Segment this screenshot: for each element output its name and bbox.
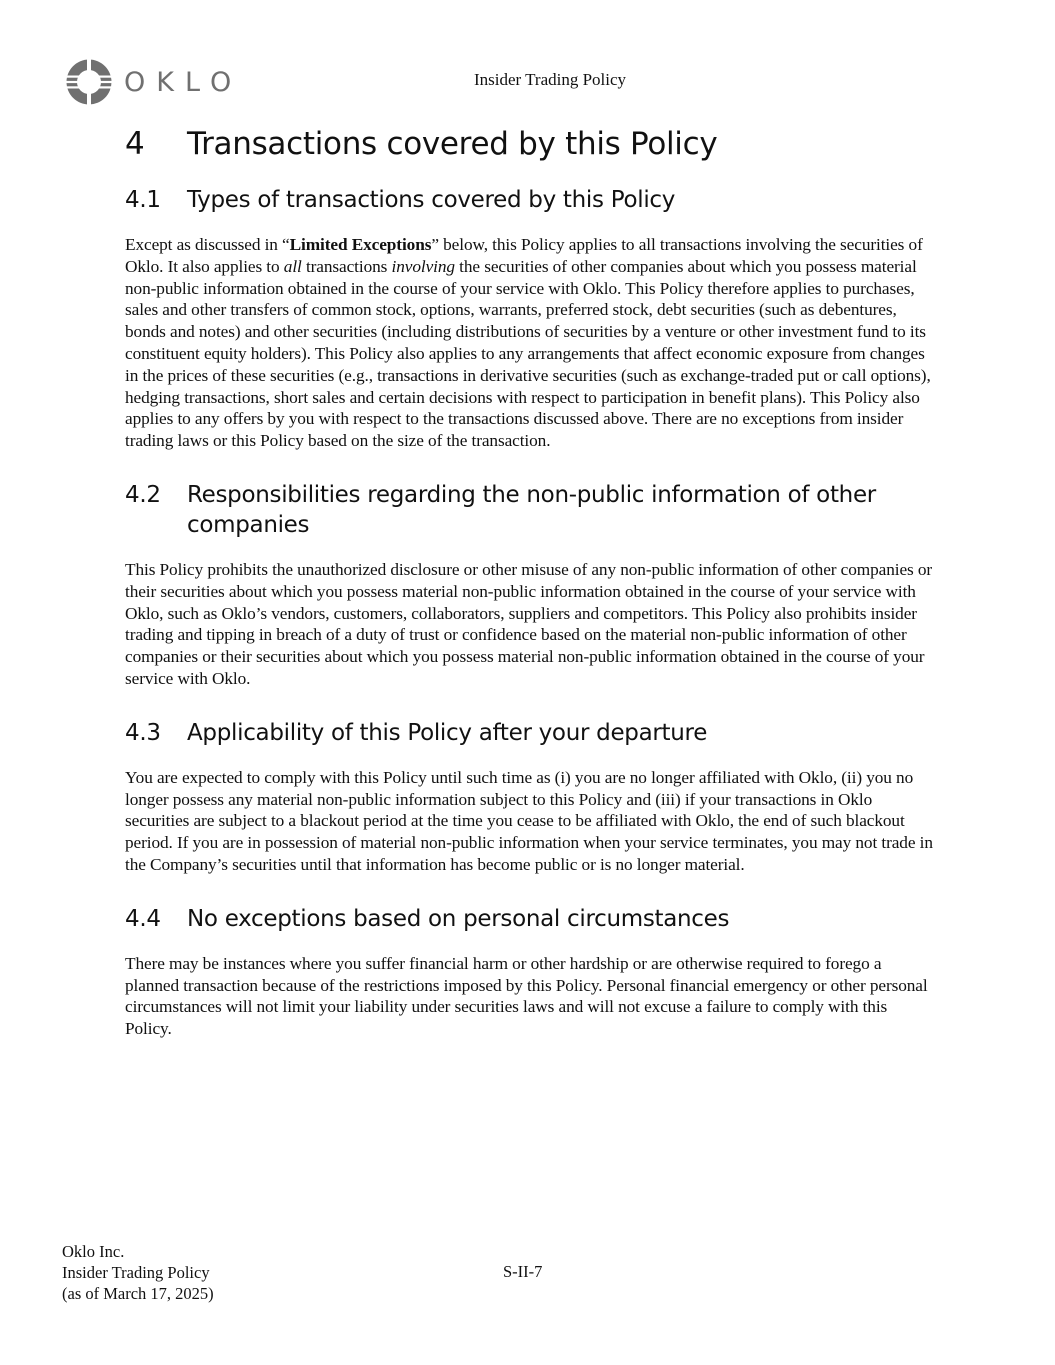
subsection-number: 4.4	[125, 905, 161, 932]
subsection-number: 4.1	[125, 187, 161, 213]
limited-exceptions-reference: Limited Exceptions	[289, 235, 432, 254]
subsection-title: No exceptions based on personal circumstances	[187, 905, 730, 932]
text-run: Except as discussed in “	[125, 235, 290, 254]
document-body	[125, 120, 935, 1068]
footer-date: (as of March 17, 2025)	[62, 1284, 214, 1303]
footer-document-info	[62, 1241, 214, 1304]
text-run: transactions	[301, 256, 392, 276]
page-number: S-II-7	[503, 1262, 543, 1281]
subsection-heading-4-4	[125, 904, 935, 934]
text-run: the securities of other companies about which you possess material non-public information obtained in the course of your service with Oklo. This Policy therefore applies to purchases, sales and other transfers of common stock, options, warrants, preferred stock, debt securities (such as debentures, bonds and notes) and other securities (including distributions of securities by a venture or other investment fund to its constituent equity holders). This Policy also applies to any arrangements that affect economic exposure from changes in the prices of these securities (e.g., transactions in derivative securities (such as exchange-traded put or call options), hedging transactions, short sales and certain decisions with respect to participation in benefit plans). This Policy also applies to any offers by you with respect to the transactions discussed above. There are no exceptions from insider trading laws or this Policy based on the size of the transaction.	[125, 256, 931, 451]
emphasis-involving: involving	[391, 256, 455, 276]
subsection-heading-4-3	[125, 718, 935, 748]
subsection-heading-4-2	[125, 480, 935, 540]
subsection-body-4-2: This Policy prohibits the unauthorized disclosure or other misuse of any non-public information of other companies or their securities about which you possess material non-public information obtained in the course of your service with Oklo, such as Oklo’s vendors, customers, collaborators, suppliers and competitors. This Policy also prohibits insider trading and tipping in breach of a duty of trust or confidence based on the material non-public information of other companies or their securities about which you possess material non-public information obtained in the course of your service with Oklo.	[125, 559, 933, 688]
section-title: Transactions covered by this Policy	[187, 126, 718, 162]
text-run: ” below, this Policy applies to all transactions involving the securities of Oklo. It also applies to	[125, 235, 923, 276]
section-heading	[125, 126, 935, 162]
subsection-heading-4-1	[125, 185, 935, 215]
logo-wordmark: OKLO	[124, 66, 243, 98]
subsection-title: Applicability of this Policy after your departure	[187, 719, 708, 746]
subsection-number: 4.2	[125, 481, 161, 508]
subsection-body-4-1	[125, 234, 935, 452]
subsection-number: 4.3	[125, 719, 161, 746]
subsection-body-4-3: You are expected to comply with this Policy until such time as (i) you are no longer affiliated with Oklo, (ii) you no longer possess any material non-public information subject to this Policy and (iii) if your transactions in Oklo securities are subject to a blackout period at the time you cease to be affiliated with Oklo, the end of such blackout period. If you are in possession of material non-public information when your service terminates, you may not trade in the Company’s securities until that information has become public or is no longer material.	[125, 767, 933, 874]
subsection-body-4-4: There may be instances where you suffer financial harm or other hardship or are otherwise required to forego a planned transaction because of the restrictions imposed by this Policy. Personal financial emergency or other personal circumstances will not limit your liability under securities laws and will not excuse a failure to comply with this Policy.	[125, 953, 928, 1039]
running-header-title: Insider Trading Policy	[473, 70, 627, 89]
footer-doc-title: Insider Trading Policy	[62, 1263, 210, 1282]
footer-company: Oklo Inc.	[62, 1242, 125, 1261]
emphasis-all: all	[283, 256, 302, 276]
subsection-title: Types of transactions covered by this Policy	[187, 187, 676, 213]
subsection-title: Responsibilities regarding the non-public information of other companies	[187, 481, 876, 538]
section-number: 4	[125, 126, 145, 162]
